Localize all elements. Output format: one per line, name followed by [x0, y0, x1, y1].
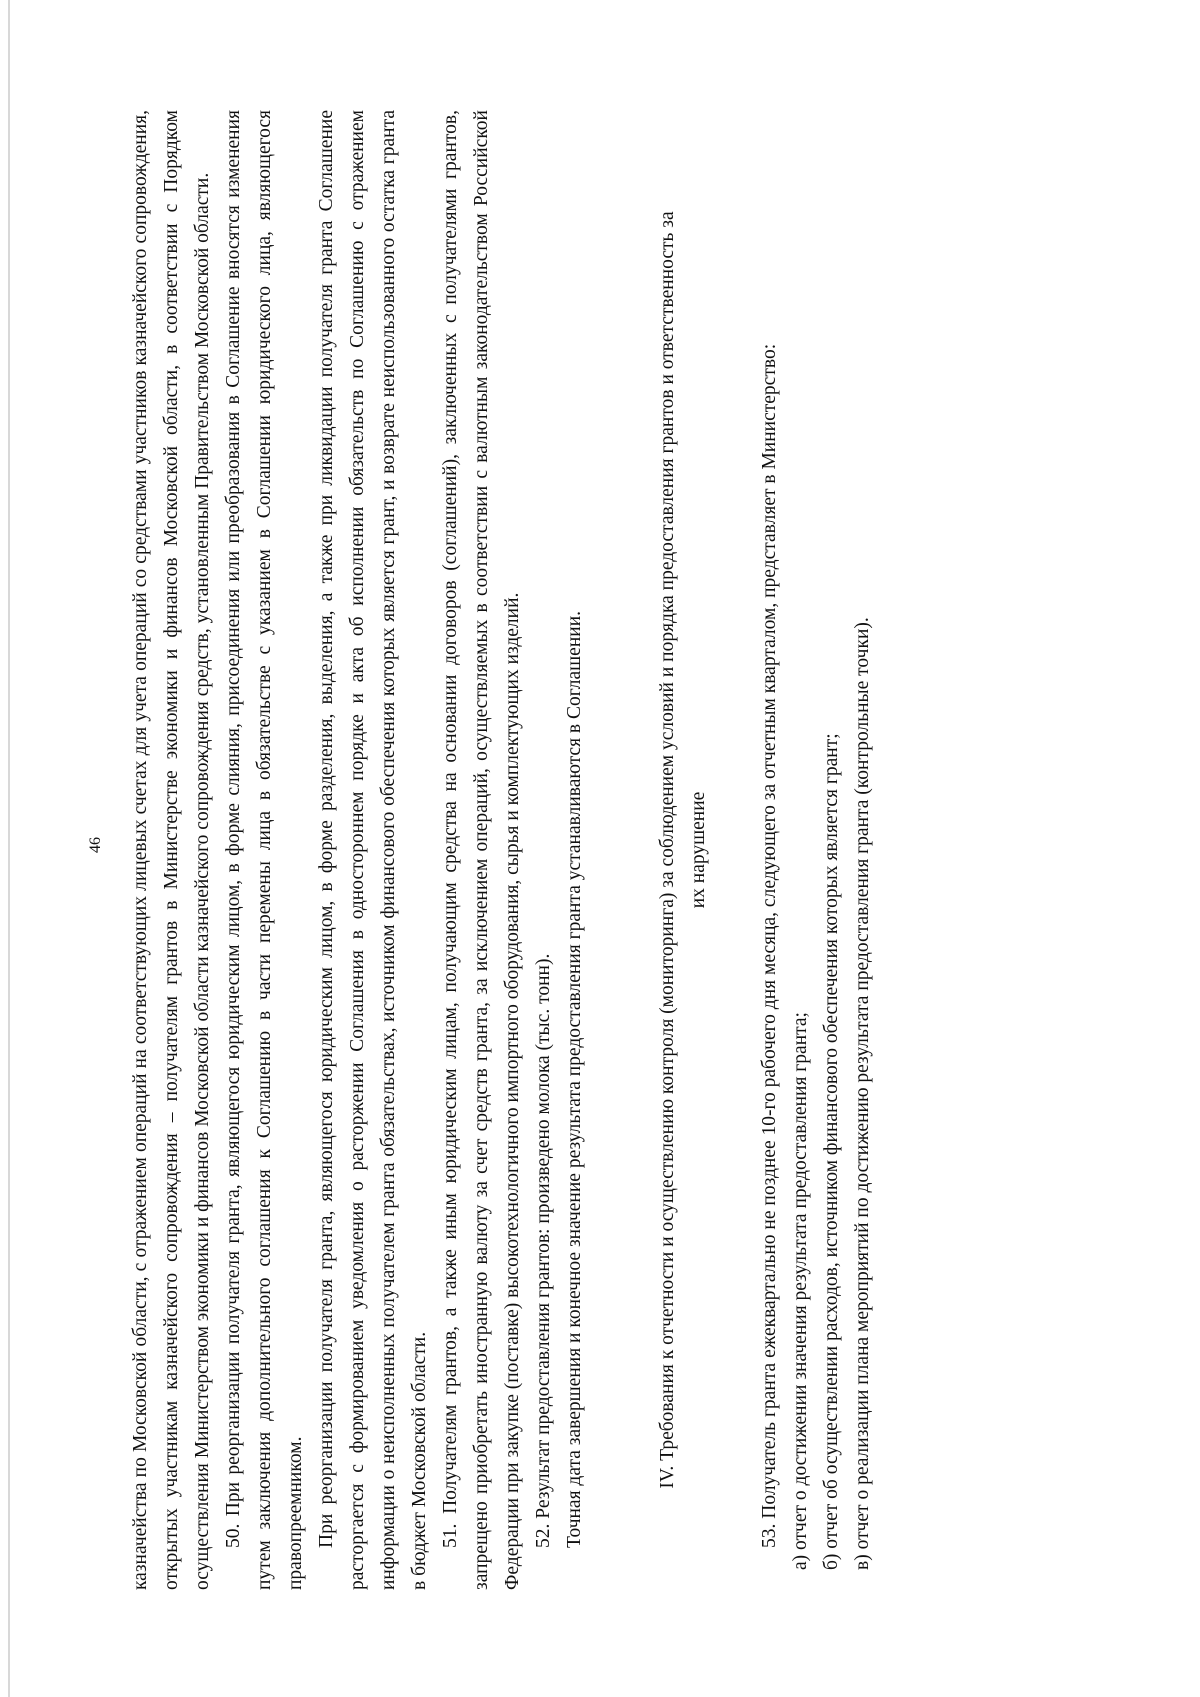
page-number: 46: [87, 837, 104, 853]
paragraph-51: 51. Получателям грантов, а также иным юридическим лицам, получающим средства на основании договоров (соглашений), заключенных с получателями грантов, запрещено приобретать иностранную валюту за счет средств гранта, за исключением операций, осуществляемых в соответствии с валютным законодательством Российской Федерации при закупке (поставке) высокотехнологичного импортного оборудования, сырья и комплектующих изделий.: [440, 110, 523, 1590]
paragraph-50: 50. При реорганизации получателя гранта, являющегося юридическим лицом, в форме слияния, присоединения или преобразования в Соглашение вносятся изменения путем заключения дополнительного соглашения к Соглашению в части перемены лица в обязательстве с указанием в Соглашении юридического лица, являющегося правопреемником.: [223, 110, 306, 1590]
list-item-b: б) отчет об осуществлении расходов, источником финансового обеспечения которых является грант;: [821, 733, 842, 1570]
list-item-a: а) отчет о достижении значения результата предоставления гранта;: [790, 1012, 811, 1570]
section-heading: IV. Требования к отчетности и осуществлению контроля (мониторинга) за соблюдением условий и порядка предоставления грантов и ответственность за их нарушение: [657, 211, 709, 1489]
document-body: [125, 110, 1085, 1590]
scan-edge: [8, 0, 10, 1697]
paragraph-53: 53. Получатель гранта ежеквартально не позднее 10-го рабочего дня месяца, следующего за отчетным кварталом, представляет в Министерство:: [759, 343, 780, 1548]
paragraph-52: 52. Результат предоставления грантов: произведено молока (тыс. тонн).: [533, 953, 554, 1548]
paragraph-50-second: При реорганизации получателя гранта, являющегося юридическим лицом, в форме разделения, выделения, а также при ликвидации получателя гранта Соглашение расторгается с формированием уведомления о расторжении Соглашения в одностороннем порядке и акта об исполнении обязательств по Соглашению с отражением информации о неисполненных получателем гранта обязательствах, источником финансового обеспечения которых является грант, и возврате неиспользованного остатка гранта в бюджет Московской области.: [316, 110, 430, 1590]
list-item-c: в) отчет о реализации плана мероприятий по достижению результата предоставления гранта (контрольные точки).: [852, 617, 873, 1570]
paragraph-continuation: казначейства по Московской области, с отражением операций на соответствующих лицевых счетах для учета операций со средствами участников казначейского сопровождения, открытых участникам казначейского сопровождения – получателям грантов в Министерстве экономики и финансов Московской области, в соответствии с Порядком осуществления Министерством экономики и финансов Московской области казначейского сопровождения средств, установленным Правительством Московской области.: [130, 110, 213, 1590]
paragraph-52-second: Точная дата завершения и конечное значение результата предоставления гранта устанавливаются в Соглашении.: [564, 610, 585, 1548]
